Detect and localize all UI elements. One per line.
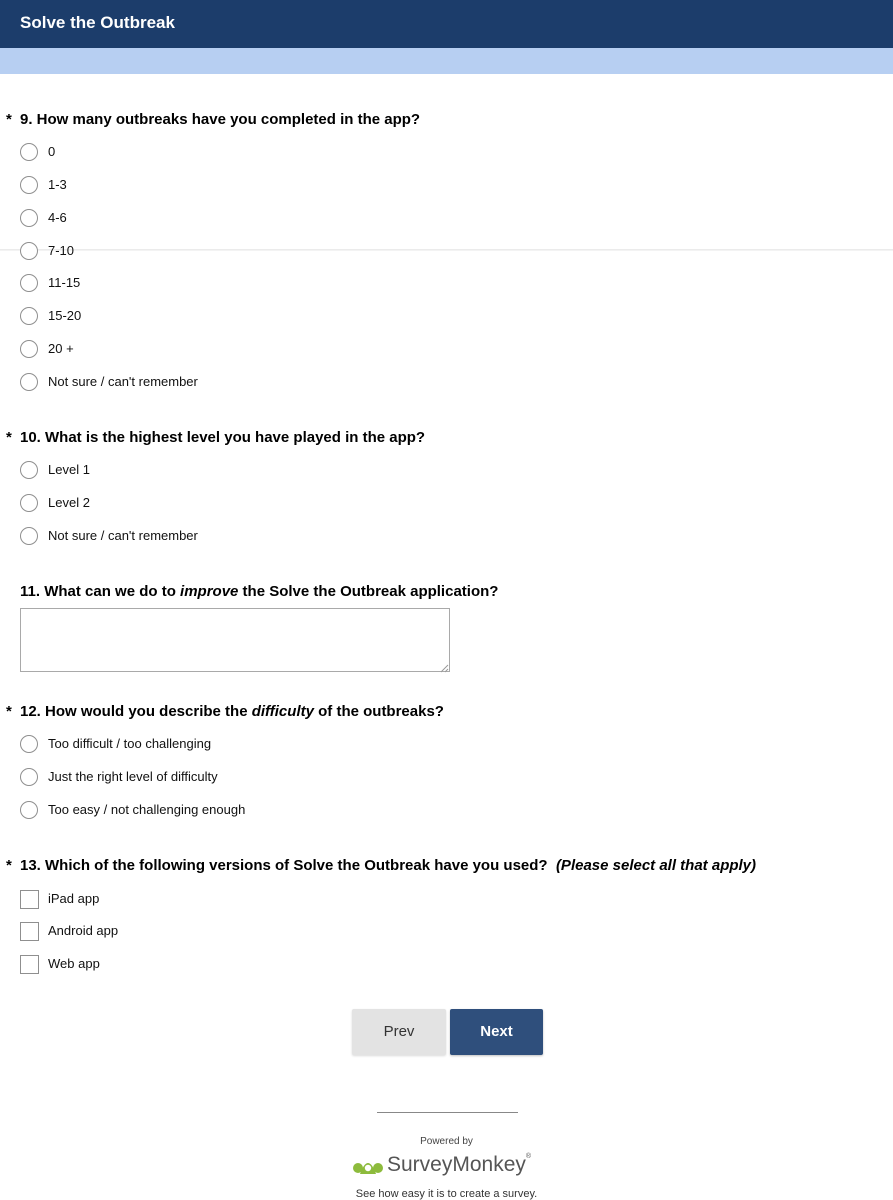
divider [0, 249, 893, 251]
required-marker: * [6, 429, 12, 446]
resize-grip-icon[interactable] [440, 660, 449, 669]
progress-bar [0, 48, 893, 74]
option-label: Android app [48, 923, 119, 938]
option-label: Too difficult / too challenging [48, 736, 212, 751]
option-label: 0 [48, 144, 56, 159]
option-label: Web app [48, 956, 100, 971]
radio-button[interactable] [20, 373, 38, 391]
checkbox[interactable] [20, 922, 39, 941]
question-emphasis: difficulty [251, 703, 314, 720]
question-12-text [20, 703, 444, 720]
brand-name [387, 1153, 531, 1177]
improve-comment-field[interactable] [20, 608, 450, 672]
question-10-text: 10. What is the highest level you have played in the app? [20, 429, 426, 446]
brand-text: SurveyMonkey [387, 1153, 526, 1176]
monkey-icon [352, 1156, 384, 1176]
question-instruction: (Please select all that apply) [555, 857, 757, 874]
option-label: Level 2 [48, 495, 90, 510]
question-9-text: 9. How many outbreaks have you completed in the app? [20, 111, 421, 128]
option-label: Too easy / not challenging enough [48, 802, 246, 817]
next-button[interactable]: Next [450, 1009, 543, 1055]
option-label: Not sure / can't remember [48, 374, 198, 389]
radio-button[interactable] [20, 143, 38, 161]
radio-button[interactable] [20, 735, 38, 753]
prev-button[interactable]: Prev [352, 1009, 446, 1055]
required-marker: * [6, 703, 12, 720]
radio-button[interactable] [20, 801, 38, 819]
surveymonkey-logo[interactable] [352, 1153, 552, 1179]
required-marker: * [6, 111, 12, 128]
question-text-part: the Solve the Outbreak application? [238, 583, 499, 600]
question-text-part: of the outbreaks? [313, 703, 444, 720]
question-13-text [20, 857, 756, 874]
radio-button[interactable] [20, 461, 38, 479]
survey-title: Solve the Outbreak [20, 13, 175, 32]
option-label: 11-15 [48, 275, 81, 290]
radio-button[interactable] [20, 209, 38, 227]
option-label: Level 1 [48, 462, 90, 477]
question-emphasis: improve [180, 583, 239, 600]
powered-by-text: Powered by [420, 1136, 473, 1147]
option-label: 15-20 [48, 308, 82, 323]
option-label: 4-6 [48, 210, 67, 225]
option-label: Not sure / can't remember [48, 528, 198, 543]
radio-button[interactable] [20, 274, 38, 292]
question-text-part: 13. Which of the following versions of Solve the Outbreak have you used? [20, 857, 548, 874]
registered-mark: ® [525, 1153, 532, 1160]
checkbox[interactable] [20, 890, 39, 909]
radio-button[interactable] [20, 242, 38, 260]
radio-button[interactable] [20, 768, 38, 786]
checkbox[interactable] [20, 955, 39, 974]
option-label: iPad app [48, 891, 100, 906]
question-11-text [20, 583, 498, 600]
radio-button[interactable] [20, 340, 38, 358]
question-text-part: 12. How would you describe the [20, 703, 252, 720]
create-survey-link[interactable]: See how easy it is to create a survey. [355, 1188, 538, 1200]
radio-button[interactable] [20, 176, 38, 194]
required-marker: * [6, 857, 12, 874]
option-label: 20 + [48, 341, 74, 356]
radio-button[interactable] [20, 494, 38, 512]
option-label: 1-3 [48, 177, 67, 192]
question-text-part: 11. What can we do to [20, 583, 181, 600]
radio-button[interactable] [20, 307, 38, 325]
radio-button[interactable] [20, 527, 38, 545]
option-label: Just the right level of difficulty [48, 769, 218, 784]
footer-divider [377, 1112, 518, 1113]
option-label: 7-10 [48, 243, 75, 258]
survey-header [0, 0, 893, 48]
